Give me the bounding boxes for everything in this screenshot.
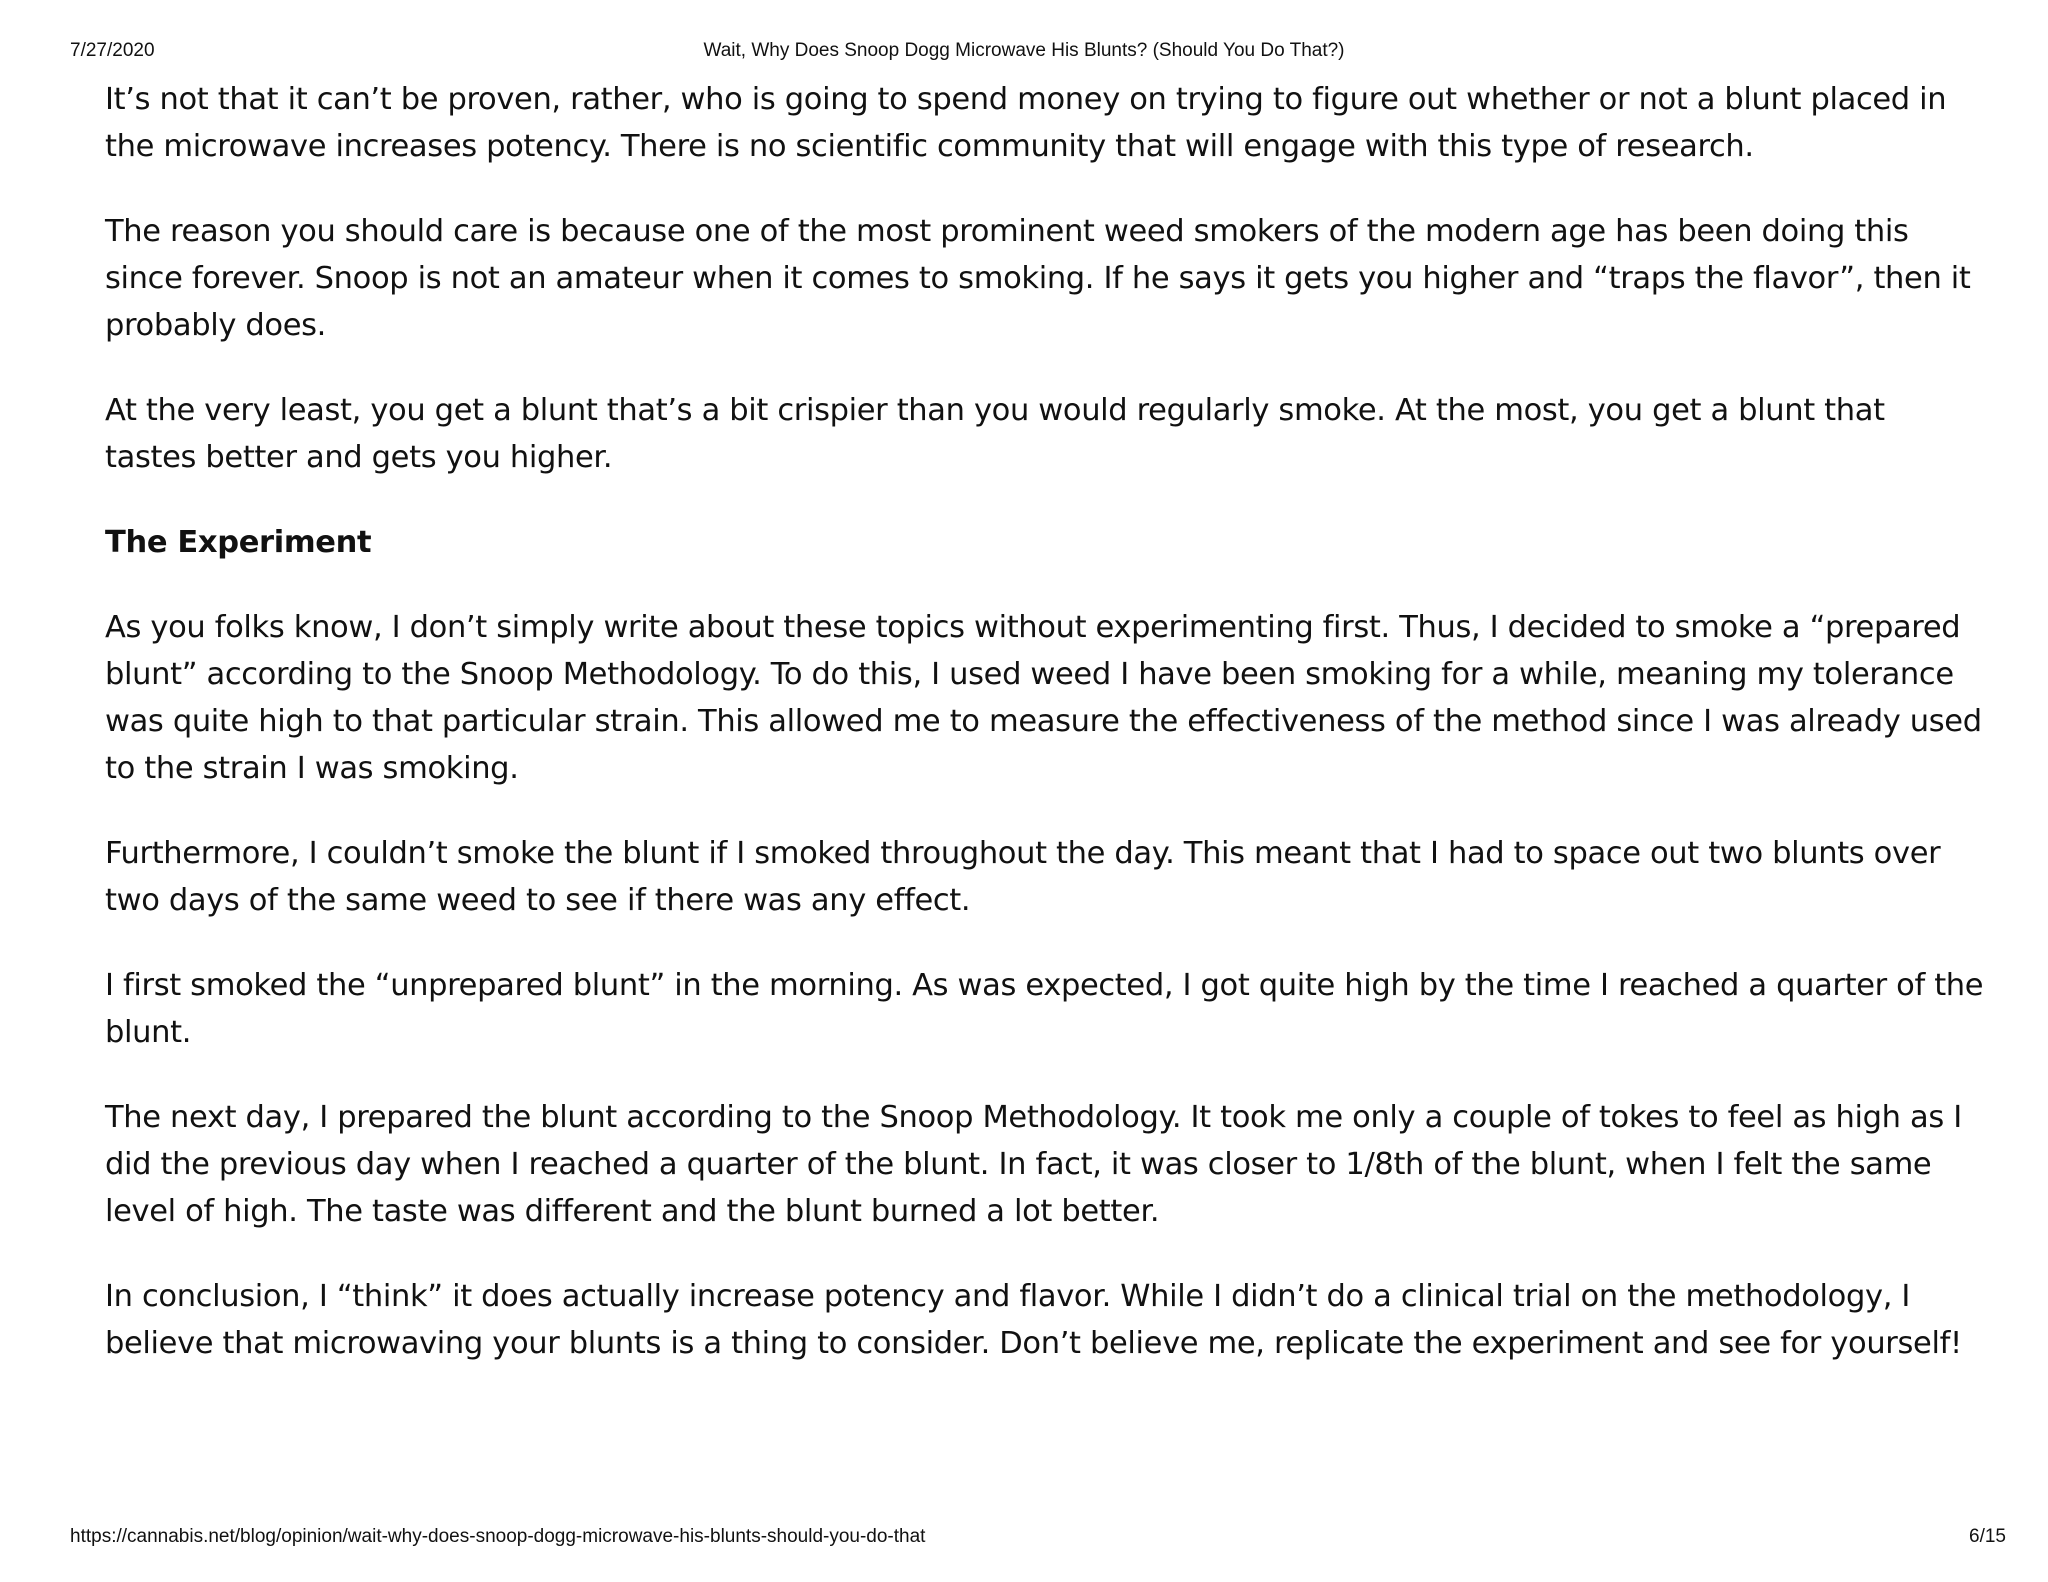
print-header <box>0 40 2048 66</box>
paragraph: The next day, I prepared the blunt according to the Snoop Methodology. It took me only a couple of tokes to feel as high as I did the previous day when I reached a quarter of the blunt. In fact, it was closer to 1/8th of the blunt, when I felt the same level of high. The taste was different and the blunt burned a lot better. <box>105 1100 1962 1229</box>
print-date: 7/27/2020 <box>70 40 155 61</box>
paragraph: The reason you should care is because one of the most prominent weed smokers of the modern age has been doing this since forever. Snoop is not an amateur when it comes to smoking. If he says it gets you higher and “traps the flavor”, then it probably does. <box>105 214 1971 343</box>
page-url: https://cannabis.net/blog/opinion/wait-why-does-snoop-dogg-microwave-his-blunts-should-you-do-that <box>70 1526 926 1547</box>
paragraph: I first smoked the “unprepared blunt” in the morning. As was expected, I got quite high by the time I reached a quarter of the blunt. <box>105 968 1984 1050</box>
page-number: 6/15 <box>1969 1526 2006 1547</box>
paragraph: It’s not that it can’t be proven, rather, who is going to spend money on trying to figure out whether or not a blunt placed in the microwave increases potency. There is no scientific community that will engage with this type of research. <box>105 82 1947 164</box>
article-body <box>105 76 1985 1405</box>
print-footer <box>0 1526 2048 1552</box>
paragraph: As you folks know, I don’t simply write about these topics without experimenting first. Thus, I decided to smoke a “prepared blunt” according to the Snoop Methodology. To do this, I used weed I have been smoking for a while, meaning my tolerance was quite high to that particular strain. This allowed me to measure the effectiveness of the method since I was already used to the strain I was smoking. <box>105 610 1982 786</box>
section-heading: The Experiment <box>105 525 372 560</box>
paragraph: At the very least, you get a blunt that’s a bit crispier than you would regularly smoke. At the most, you get a blunt that tastes better and gets you higher. <box>105 393 1885 475</box>
page-title: Wait, Why Does Snoop Dogg Microwave His Blunts? (Should You Do That?) <box>703 40 1345 61</box>
paragraph: In conclusion, I “think” it does actually increase potency and flavor. While I didn’t do a clinical trial on the methodology, I believe that microwaving your blunts is a thing to consider. Don’t believe me, replicate the experiment and see for yourself! <box>105 1279 1962 1361</box>
paragraph: Furthermore, I couldn’t smoke the blunt if I smoked throughout the day. This meant that I had to space out two blunts over two days of the same weed to see if there was any effect. <box>105 836 1941 918</box>
